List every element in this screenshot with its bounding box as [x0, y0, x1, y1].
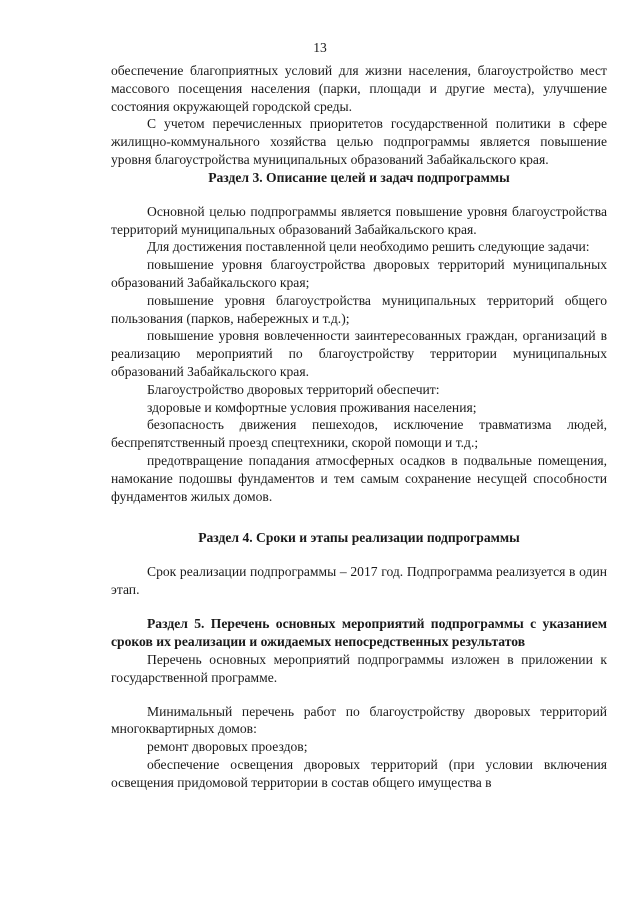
paragraph: Минимальный перечень работ по благоустройству дворовых территорий многоквартирных домов:	[111, 703, 607, 737]
spacer	[111, 187, 607, 203]
document-body	[111, 62, 607, 792]
list-item: повышение уровня вовлеченности заинтересованных граждан, организаций в реализацию мероприятий по благоустройству территории муниципальных образований Забайкальского края.	[111, 328, 607, 379]
list-item: предотвращение попадания атмосферных осадков в подвальные помещения, намокание подошвы фундаментов и тем самым сохранение несущей способности фундаментов жилых домов.	[111, 452, 607, 504]
section-5-heading: Раздел 5. Перечень основных мероприятий подпрограммы с указанием сроков их реализации и ожидаемых непосредственных результатов	[111, 615, 607, 649]
spacer	[111, 599, 607, 615]
list-item: безопасность движения пешеходов, исключение травматизма людей, беспрепятственный проезд спецтехники, скорой помощи и т.д.;	[111, 417, 607, 451]
list-item: повышение уровня благоустройства дворовых территорий муниципальных образований Забайкальского края;	[111, 257, 607, 290]
section-3-heading: Раздел 3. Описание целей и задач подпрограммы	[208, 169, 510, 185]
list-item: повышение уровня благоустройства муниципальных территорий общего пользования (парков, набережных и т.д.);	[111, 292, 607, 326]
spacer	[111, 547, 607, 563]
paragraph: Срок реализации подпрограммы – 2017 год. Подпрограмма реализуется в один этап.	[111, 564, 607, 598]
list-item: здоровые и комфортные условия проживания населения;	[147, 399, 477, 415]
list-item: обеспечение освещения дворовых территорий (при условии включения освещения придомовой территории в состав общего имущества в	[111, 756, 607, 790]
paragraph: С учетом перечисленных приоритетов государственной политики в сфере жилищно-коммунального хозяйства целью подпрограммы является повышение уровня благоустройства муниципальных образований Забайкальского края.	[111, 116, 607, 167]
section-4-heading: Раздел 4. Сроки и этапы реализации подпрограммы	[198, 530, 520, 546]
paragraph: Перечень основных мероприятий подпрограммы изложен в приложении к государственной программе.	[111, 651, 607, 685]
spacer	[111, 687, 607, 703]
list-item: ремонт дворовых проездов;	[147, 739, 308, 755]
paragraph: Основной целью подпрограммы является повышение уровня благоустройства территорий муниципальных образований Забайкальского края.	[111, 203, 607, 237]
paragraph: обеспечение благоприятных условий для жизни населения, благоустройство мест массового посещения населения (парки, площади и другие места), улучшение состояния окружающей городской среды.	[111, 63, 607, 114]
spacer	[111, 505, 607, 529]
paragraph: Для достижения поставленной цели необходимо решить следующие задачи:	[147, 239, 590, 255]
page-number: 13	[313, 40, 327, 55]
paragraph: Благоустройство дворовых территорий обеспечит:	[147, 381, 440, 397]
